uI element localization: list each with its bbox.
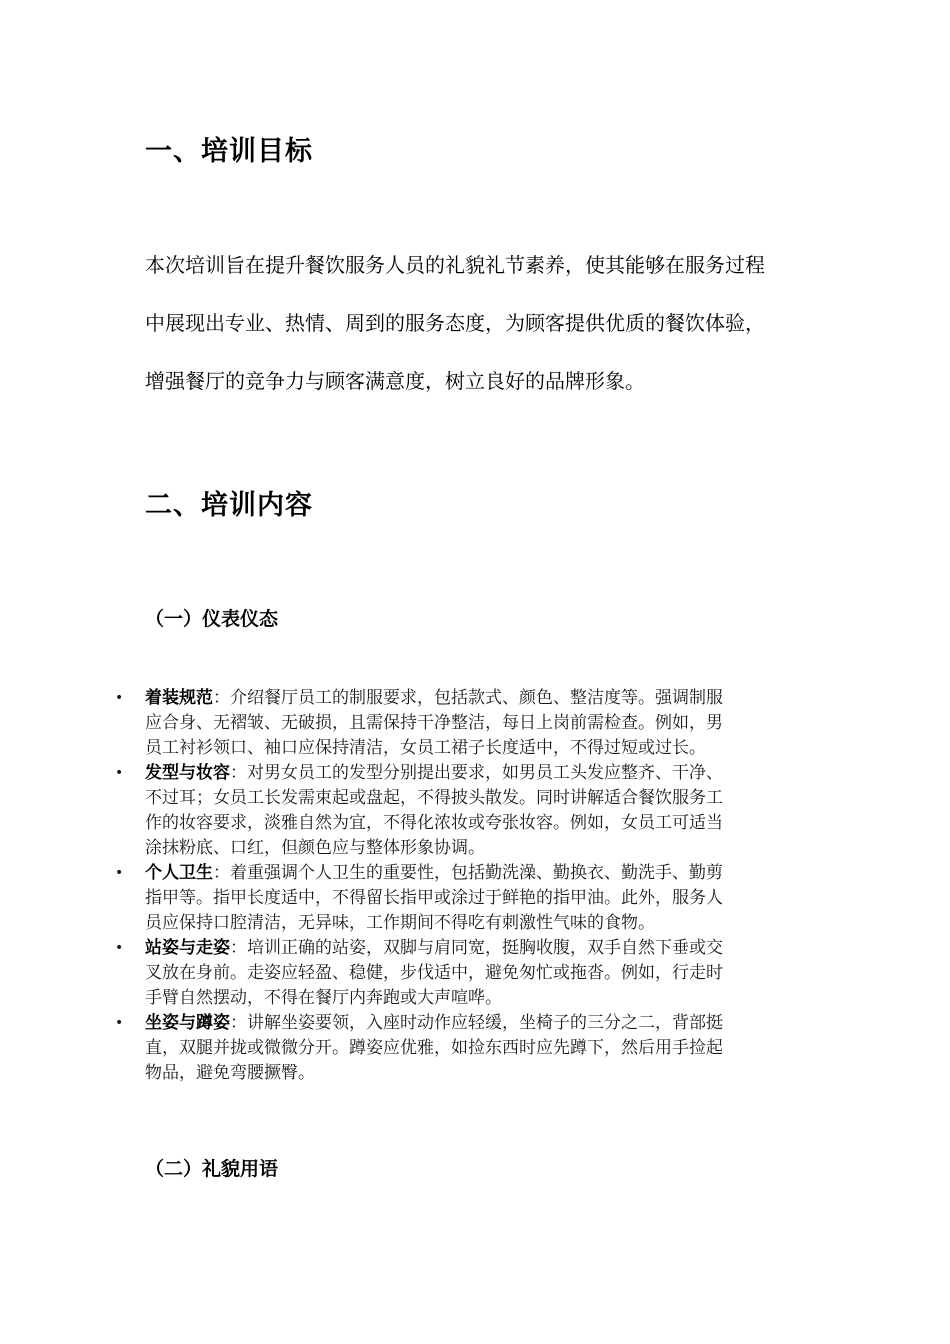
term-separator: ： (230, 763, 247, 783)
list-item-standing-walking (115, 936, 805, 1011)
list-item-line: 员工衬衫领口、袖口应保持清洁，女员工裙子长度适中，不得过短或过长。 (145, 738, 706, 758)
bullet-icon: • (115, 690, 124, 706)
bullet-icon: • (115, 940, 124, 956)
list-item-text: 介绍餐厅员工的制服要求，包括款式、颜色、整洁度等。强调制服 (230, 688, 723, 708)
list-item-line: 涂抹粉底、口红，但颜色应与整体形象协调。 (145, 838, 485, 858)
section-title-training-content: 二、培训内容 (145, 490, 313, 521)
paragraph-line: 中展现出专业、热情、周到的服务态度，为顾客提供优质的餐饮体验， (145, 311, 765, 335)
list-item-line: 应合身、无褶皱、无破损，且需保持干净整洁，每日上岗前需检查。例如，男 (145, 713, 723, 733)
list-item-line: 作的妆容要求，淡雅自然为宜，不得化浓妆或夸张妆容。例如，女员工可适当 (145, 813, 723, 833)
list-item-dress-code (115, 686, 805, 761)
list-item-hair-makeup (115, 761, 805, 861)
list-item-line (145, 936, 805, 961)
list-item-text: 着重强调个人卫生的重要性，包括勤洗澡、勤换衣、勤洗手、勤剪 (230, 863, 723, 883)
term-separator: ： (230, 1013, 247, 1033)
bullet-icon: • (115, 765, 124, 781)
list-item-line: 不过耳；女员工长发需束起或盘起，不得披头散发。同时讲解适合餐饮服务工 (145, 788, 723, 808)
term-separator: ： (213, 863, 230, 883)
list-item-line: 员应保持口腔清洁，无异味，工作期间不得吃有刺激性气味的食物。 (145, 913, 655, 933)
list-item-line (145, 686, 805, 711)
term-separator: ： (230, 938, 247, 958)
list-item-term: 坐姿与蹲姿 (145, 1013, 230, 1033)
list-item-term: 个人卫生 (145, 863, 213, 883)
list-item-line (145, 1011, 805, 1036)
subsection-title-appearance: （一）仪表仪态 (145, 608, 279, 630)
list-item-term: 发型与妆容 (145, 763, 230, 783)
list-item-text: 培训正确的站姿，双脚与肩同宽，挺胸收腹，双手自然下垂或交 (247, 938, 723, 958)
list-item-line: 叉放在身前。走姿应轻盈、稳健，步伐适中，避免匆忙或拖沓。例如，行走时 (145, 963, 723, 983)
section-title-training-goals: 一、培训目标 (145, 136, 313, 167)
subsection-title-polite-language: （二）礼貌用语 (145, 1158, 279, 1180)
bullet-icon: • (115, 865, 124, 881)
list-item-term: 站姿与走姿 (145, 938, 230, 958)
list-item-line: 手臂自然摆动，不得在餐厅内奔跑或大声喧哗。 (145, 988, 502, 1008)
paragraph-line: 本次培训旨在提升餐饮服务人员的礼貌礼节素养，使其能够在服务过程 (145, 253, 765, 277)
list-item-line (145, 861, 805, 886)
list-item-line: 指甲等。指甲长度适中，不得留长指甲或涂过于鲜艳的指甲油。此外，服务人 (145, 888, 723, 908)
list-item-text: 讲解坐姿要领，入座时动作应轻缓，坐椅子的三分之二，背部挺 (247, 1013, 723, 1033)
paragraph-line: 增强餐厅的竞争力与顾客满意度，树立良好的品牌形象。 (145, 369, 645, 393)
list-item-line: 物品，避免弯腰撅臀。 (145, 1063, 315, 1083)
list-item-line (145, 761, 805, 786)
list-item-line: 直，双腿并拢或微微分开。蹲姿应优雅，如捡东西时应先蹲下，然后用手捡起 (145, 1038, 723, 1058)
bullet-icon: • (115, 1015, 124, 1031)
list-item-term: 着装规范 (145, 688, 213, 708)
appearance-bullet-list (115, 686, 805, 1086)
list-item-sitting-squatting (115, 1011, 805, 1086)
list-item-personal-hygiene (115, 861, 805, 936)
list-item-text: 对男女员工的发型分别提出要求，如男员工头发应整齐、干净、 (247, 763, 723, 783)
term-separator: ： (213, 688, 230, 708)
training-goals-paragraph (145, 236, 815, 410)
